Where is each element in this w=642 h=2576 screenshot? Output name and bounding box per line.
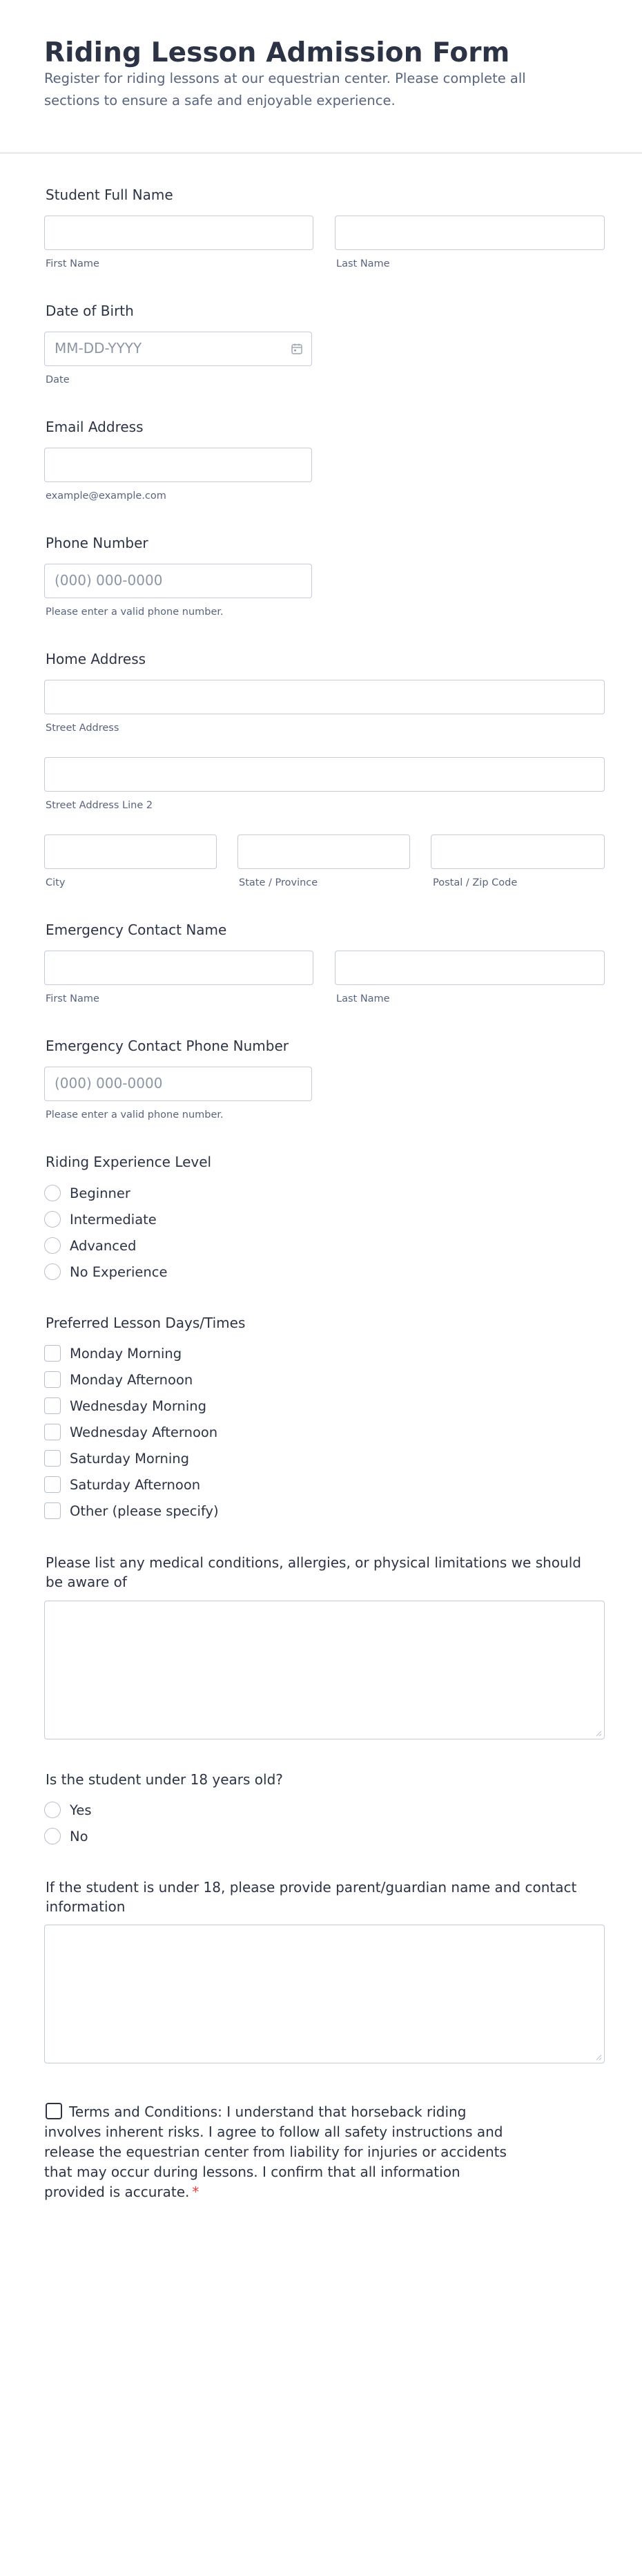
phone-label: Phone Number: [46, 535, 148, 551]
checkbox[interactable]: [44, 1502, 61, 1519]
guardian-textarea[interactable]: [44, 1925, 605, 2063]
student-last-name-sublabel: Last Name: [336, 258, 390, 269]
under18-label: Is the student under 18 years old?: [46, 1771, 283, 1788]
form-title: Riding Lesson Admission Form: [44, 37, 510, 68]
checkbox[interactable]: [44, 1397, 61, 1414]
lesson-time-option[interactable]: [44, 1370, 193, 1389]
lesson-time-option[interactable]: [44, 1475, 200, 1494]
medical-label: Please list any medical conditions, allergies, or physical limitations we should be aware of: [46, 1554, 581, 1590]
zip-input[interactable]: [431, 834, 605, 869]
street-address-input[interactable]: [44, 680, 605, 714]
calendar-icon[interactable]: [291, 343, 303, 355]
under18-option-label: No: [70, 1828, 88, 1844]
medical-textarea[interactable]: [44, 1601, 605, 1739]
experience-option[interactable]: [44, 1236, 136, 1255]
under18-option[interactable]: [44, 1826, 88, 1846]
city-input[interactable]: [44, 834, 217, 869]
street-address-2-input[interactable]: [44, 757, 605, 792]
state-input[interactable]: [237, 834, 410, 869]
dob-label: Date of Birth: [46, 303, 134, 319]
lesson-time-option[interactable]: [44, 1396, 206, 1415]
checkbox[interactable]: [44, 1450, 61, 1467]
resize-grip-icon[interactable]: [595, 1730, 602, 1737]
emergency-first-name-sublabel: First Name: [46, 993, 99, 1004]
terms-field: [44, 2102, 514, 2202]
email-label: Email Address: [46, 419, 144, 435]
emergency-first-name-input[interactable]: [44, 951, 313, 985]
lesson-time-option-label: Other (please specify): [70, 1502, 219, 1519]
address-label: Home Address: [46, 651, 146, 667]
street-address-2-sublabel: Street Address Line 2: [46, 800, 153, 811]
radio-button[interactable]: [44, 1828, 61, 1844]
checkbox[interactable]: [44, 1345, 61, 1362]
lesson-time-option-label: Saturday Morning: [70, 1450, 190, 1467]
student-name-label: Student Full Name: [46, 187, 173, 203]
emergency-phone-sublabel: Please enter a valid phone number.: [46, 1109, 224, 1120]
state-sublabel: State / Province: [239, 877, 318, 888]
resize-grip-icon[interactable]: [595, 2054, 602, 2061]
email-sublabel: example@example.com: [46, 490, 166, 502]
phone-sublabel: Please enter a valid phone number.: [46, 607, 224, 618]
radio-button[interactable]: [44, 1211, 61, 1228]
radio-button[interactable]: [44, 1263, 61, 1280]
lesson-times-label: Preferred Lesson Days/Times: [46, 1315, 246, 1331]
emergency-phone-input[interactable]: [44, 1067, 312, 1101]
experience-option-label: Intermediate: [70, 1211, 157, 1228]
guardian-label: If the student is under 18, please provide parent/guardian name and contact information: [46, 1879, 577, 1915]
street-address-sublabel: Street Address: [46, 723, 119, 734]
checkbox[interactable]: [44, 1476, 61, 1493]
checkbox[interactable]: [44, 1424, 61, 1440]
experience-option-label: Beginner: [70, 1185, 130, 1201]
emergency-name-label: Emergency Contact Name: [46, 922, 227, 938]
dob-sublabel: Date: [46, 374, 70, 385]
experience-option[interactable]: [44, 1210, 157, 1229]
student-first-name-input[interactable]: [44, 216, 313, 250]
checkbox[interactable]: [44, 1371, 61, 1388]
zip-sublabel: Postal / Zip Code: [433, 877, 518, 888]
radio-button[interactable]: [44, 1185, 61, 1201]
terms-checkbox[interactable]: [46, 2103, 62, 2119]
lesson-time-option-label: Saturday Afternoon: [70, 1476, 201, 1493]
under18-option-label: Yes: [70, 1802, 92, 1818]
form-header: [0, 0, 642, 153]
emergency-phone-placeholder: (000) 000-0000: [55, 1075, 163, 1091]
lesson-time-option[interactable]: [44, 1344, 182, 1363]
dob-input[interactable]: [44, 332, 312, 366]
lesson-time-option-label: Monday Morning: [70, 1345, 182, 1362]
radio-button[interactable]: [44, 1802, 61, 1818]
form-subtitle: Register for riding lessons at our equestrian center. Please complete all sections to ensure a safe and enjoyable experience.: [44, 70, 526, 108]
radio-button[interactable]: [44, 1237, 61, 1254]
experience-option-label: Advanced: [70, 1237, 137, 1254]
lesson-time-option[interactable]: [44, 1449, 189, 1468]
lesson-time-option-label: Monday Afternoon: [70, 1371, 193, 1388]
emergency-last-name-sublabel: Last Name: [336, 993, 390, 1004]
emergency-last-name-input[interactable]: [335, 951, 605, 985]
email-input[interactable]: [44, 448, 312, 482]
experience-option-label: No Experience: [70, 1263, 168, 1280]
student-first-name-sublabel: First Name: [46, 258, 99, 269]
dob-placeholder: MM-DD-YYYY: [55, 340, 142, 356]
phone-placeholder: (000) 000-0000: [55, 572, 163, 589]
lesson-time-option-label: Wednesday Afternoon: [70, 1424, 218, 1440]
student-last-name-input[interactable]: [335, 216, 605, 250]
experience-option[interactable]: [44, 1183, 130, 1203]
phone-input[interactable]: [44, 564, 312, 598]
under18-option[interactable]: [44, 1800, 91, 1820]
lesson-time-option-label: Wednesday Morning: [70, 1397, 207, 1414]
lesson-time-option[interactable]: [44, 1501, 219, 1520]
terms-text: Terms and Conditions: I understand that horseback riding involves inherent risks. I agree to follow all safety instructions and release the equestrian center from liability for injuries or accidents that may occur during lessons. I confirm that all information provided is accurate.: [44, 2103, 507, 2200]
experience-option[interactable]: [44, 1262, 167, 1281]
emergency-phone-label: Emergency Contact Phone Number: [46, 1038, 289, 1054]
city-sublabel: City: [46, 877, 66, 888]
experience-label: Riding Experience Level: [46, 1154, 212, 1170]
required-marker: *: [192, 2184, 200, 2200]
lesson-time-option[interactable]: [44, 1422, 217, 1442]
